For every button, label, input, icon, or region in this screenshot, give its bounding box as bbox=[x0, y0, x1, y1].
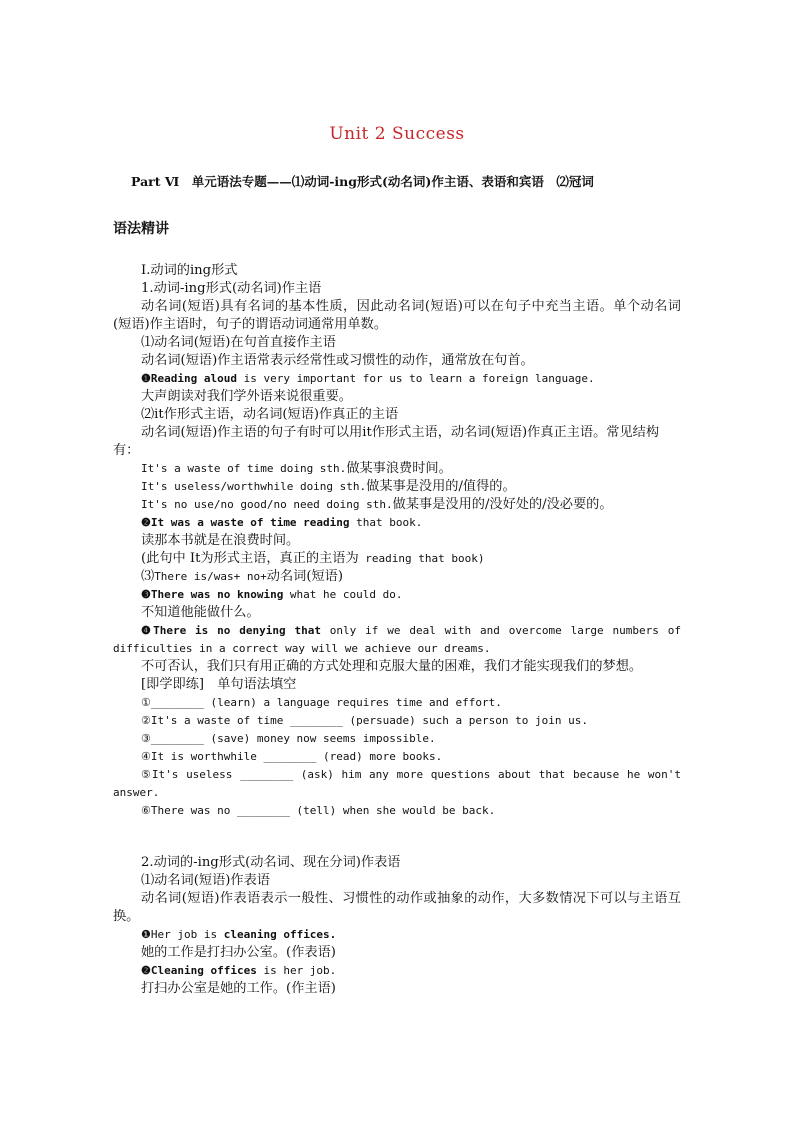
example-5-translation: 她的工作是打扫办公室。(作表语) bbox=[141, 945, 336, 960]
heading-2: 2.动词的-ing形式(动名词、现在分词)作表语 bbox=[141, 855, 401, 870]
pattern-2-en: It's useless/worthwhile doing sth. bbox=[141, 480, 367, 493]
pattern-3-cn: 做某事是没用的/没好处的/没必要的。 bbox=[392, 497, 613, 512]
spacer bbox=[113, 820, 681, 854]
example-3-bold: ❸There was no knowing bbox=[141, 588, 284, 601]
paragraph-gerund-subject: 动名词(短语)具有名词的基本性质，因此动名词(短语)可以在句子中充当主语。单个动名词(短语)作主语时，句子的谓语动词通常用单数。 bbox=[113, 299, 681, 332]
paragraph-it-formal-subject: 动名词(短语)作主语的句子有时可以用it作形式主语，动名词(短语)作真正主语。常见结构有： bbox=[113, 425, 660, 458]
practice-question-2: ②It's a waste of time ________ (persuade) such a person to join us. bbox=[141, 714, 588, 727]
pattern-3-en: It's no use/no good/no need doing sth. bbox=[141, 498, 393, 511]
practice-question-5: ⑤It's useless ________ (ask) him any more questions about that because he won't answer. bbox=[113, 768, 681, 799]
pattern-1 bbox=[113, 460, 681, 478]
example-2-translation: 读那本书就是在浪费时间。 bbox=[141, 533, 300, 548]
part-subtitle: Part Ⅵ 单元语法专题——⑴动词-ing形式(动名词)作主语、表语和宾语 ⑵冠词 bbox=[131, 174, 594, 189]
paragraph-sentence-start: 动名词(短语)作主语常表示经常性或习惯性的动作，通常放在句首。 bbox=[141, 353, 534, 368]
heading-1: 1.动词-ing形式(动名词)作主语 bbox=[141, 281, 322, 296]
example-3 bbox=[113, 586, 681, 604]
subheading-3 bbox=[113, 568, 681, 586]
example-1-translation: 大声朗读对我们学外语来说很重要。 bbox=[141, 389, 352, 404]
example-6 bbox=[113, 962, 681, 980]
subheading-3-num: ⑶ bbox=[141, 569, 155, 584]
example-1-rest: is very important for us to learn a foreign language. bbox=[236, 372, 595, 385]
document-title: Unit 2 Success bbox=[329, 124, 465, 144]
document-body bbox=[113, 262, 681, 998]
pattern-2 bbox=[113, 478, 681, 496]
example-3-translation: 不知道他能做什么。 bbox=[141, 605, 260, 620]
example-6-bold: ❷Cleaning offices bbox=[141, 964, 257, 977]
example-2 bbox=[113, 514, 681, 532]
example-4 bbox=[113, 622, 681, 658]
example-2-note-cn: (此句中 It为形式主语，真正的主语为 bbox=[141, 551, 359, 566]
practice-question-6: ⑥There was no ________ (tell) when she would be back. bbox=[141, 804, 496, 817]
example-5 bbox=[113, 926, 681, 944]
example-1 bbox=[113, 370, 681, 388]
pattern-1-en: It's a waste of time doing sth. bbox=[141, 462, 347, 475]
pattern-3 bbox=[113, 496, 681, 514]
subheading-1: ⑴动名词(短语)在句首直接作主语 bbox=[141, 335, 336, 350]
example-2-rest: that book. bbox=[349, 516, 423, 529]
example-6-translation: 打扫办公室是她的工作。(作主语) bbox=[141, 981, 336, 996]
subheading-2: ⑵it作形式主语，动名词(短语)作真正的主语 bbox=[141, 407, 399, 422]
example-1-bold: ❶Reading aloud bbox=[141, 372, 237, 385]
example-3-rest: what he could do. bbox=[283, 588, 403, 601]
example-2-note bbox=[113, 550, 681, 568]
example-2-bold: ❷It was a waste of time reading bbox=[141, 516, 350, 529]
practice-question-1: ①________ (learn) a language requires time and effort. bbox=[141, 696, 502, 709]
example-4-translation: 不可否认，我们只有用正确的方式处理和克服大量的困难，我们才能实现我们的梦想。 bbox=[141, 659, 643, 674]
example-2-note-en: reading that book) bbox=[358, 552, 485, 565]
subheading-4: ⑴动名词(短语)作表语 bbox=[141, 873, 270, 888]
example-4-bold: ❹There is no denying that bbox=[141, 624, 321, 637]
example-5-pre: ❶Her job is bbox=[141, 928, 224, 941]
subheading-3-en: There is/was+ no+ bbox=[154, 570, 267, 583]
practice-question-4: ④It is worthwhile ________ (read) more books. bbox=[141, 750, 443, 763]
practice-heading: [即学即练] 单句语法填空 bbox=[141, 677, 297, 692]
heading-roman-1: Ⅰ.动词的ing形式 bbox=[141, 263, 238, 278]
example-5-bold: cleaning offices. bbox=[223, 928, 337, 941]
pattern-2-cn: 做某事是没用的/值得的。 bbox=[366, 479, 516, 494]
pattern-1-cn: 做某事浪费时间。 bbox=[346, 461, 452, 476]
subheading-3-cn: 动名词(短语) bbox=[266, 569, 344, 584]
example-6-rest: is her job. bbox=[256, 964, 337, 977]
example-4-rest: only if we deal with and overcome large numbers of difficulties in a correct way will we achieve our dreams. bbox=[113, 624, 681, 655]
section-heading: 语法精讲 bbox=[113, 221, 169, 237]
practice-question-3: ③________ (save) money now seems impossible. bbox=[141, 732, 436, 745]
paragraph-predicative: 动名词(短语)作表语表示一般性、习惯性的动作或抽象的动作，大多数情况下可以与主语互换。 bbox=[113, 891, 681, 924]
